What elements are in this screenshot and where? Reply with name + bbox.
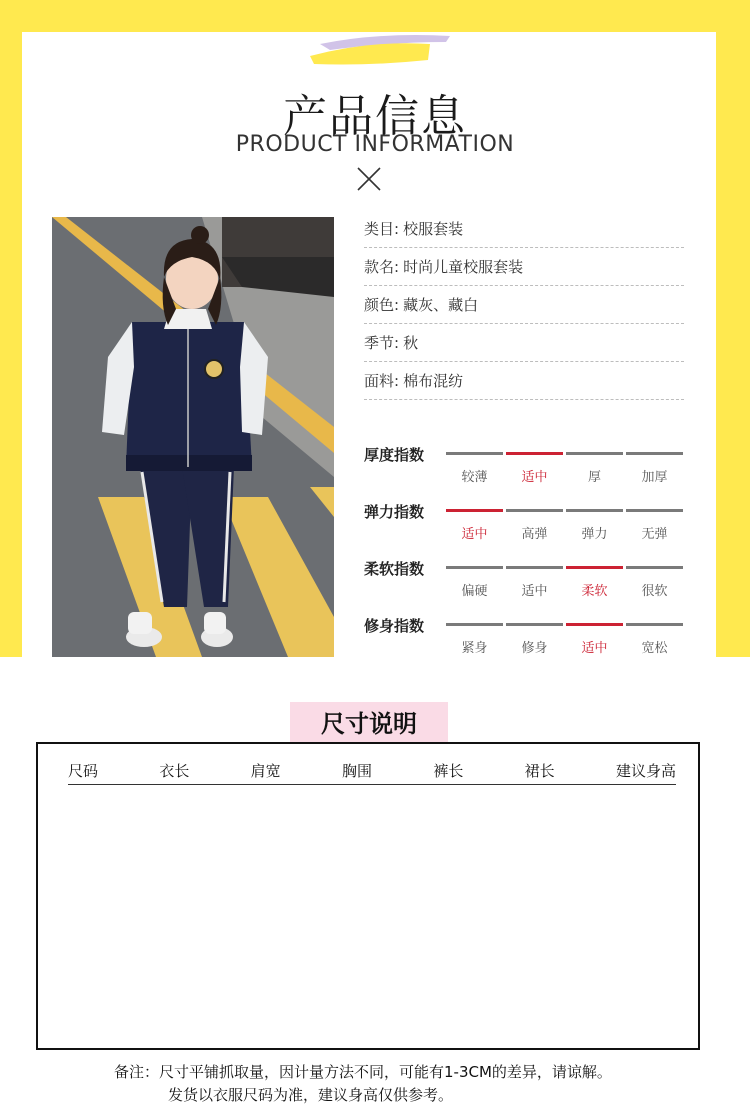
attribute-key: 类目: — [364, 220, 400, 238]
index-option: 适中 — [521, 470, 548, 485]
index-segment — [506, 566, 563, 569]
attribute-category — [364, 210, 684, 248]
product-attributes — [364, 210, 684, 400]
note-line-1: 备注：尺寸平铺抓取量，因计量方法不同，可能有1-3CM的差异，请谅解。 — [114, 1063, 612, 1081]
index-option: 无弹 — [641, 527, 668, 542]
index-segment — [626, 452, 683, 455]
attribute-style-name — [364, 248, 684, 286]
page-subtitle: PRODUCT INFORMATION — [235, 132, 515, 157]
index-option: 柔软 — [581, 584, 608, 599]
index-label: 厚度指数 — [364, 446, 425, 464]
size-chart-table — [36, 742, 700, 1050]
attribute-value: 时尚儿童校服套装 — [403, 258, 524, 276]
column-header: 胸围 — [341, 762, 372, 780]
column-header: 尺码 — [68, 762, 99, 780]
header-divider — [68, 784, 676, 785]
attribute-fabric — [364, 362, 684, 400]
index-option: 弹力 — [581, 527, 608, 542]
index-segment — [446, 623, 503, 626]
index-segment — [566, 566, 623, 569]
attribute-key: 款名: — [364, 258, 400, 276]
attribute-key: 面料: — [364, 372, 400, 390]
size-chart-title: 尺寸说明 — [321, 710, 417, 738]
attribute-season — [364, 324, 684, 362]
index-label: 弹力指数 — [364, 503, 425, 521]
attribute-value: 藏灰、藏白 — [403, 296, 479, 314]
index-option: 加厚 — [641, 470, 668, 485]
index-segment — [506, 623, 563, 626]
column-header: 肩宽 — [250, 762, 281, 780]
index-segment — [566, 509, 623, 512]
attribute-value: 秋 — [403, 334, 419, 352]
index-segment — [446, 452, 503, 455]
index-option: 偏硬 — [461, 584, 488, 599]
index-option: 适中 — [581, 641, 608, 656]
index-option: 适中 — [521, 584, 548, 599]
cross-icon — [356, 166, 382, 192]
attribute-value: 校服套装 — [403, 220, 464, 238]
index-segment — [626, 623, 683, 626]
index-segment — [566, 452, 623, 455]
index-segment — [626, 566, 683, 569]
attribute-value: 棉布混纺 — [403, 372, 464, 390]
index-option: 宽松 — [641, 641, 668, 656]
index-segment — [626, 509, 683, 512]
index-option: 高弹 — [521, 527, 548, 542]
attribute-key: 颜色: — [364, 296, 400, 314]
index-option: 适中 — [461, 527, 488, 542]
index-option: 很软 — [641, 584, 668, 599]
index-option: 厚 — [587, 470, 601, 485]
index-label: 柔软指数 — [364, 560, 425, 578]
model-photo — [52, 217, 334, 657]
column-header: 衣长 — [159, 762, 190, 780]
index-segment — [446, 509, 503, 512]
column-header: 建议身高 — [615, 762, 676, 780]
column-header: 裤长 — [433, 762, 464, 780]
index-segment — [566, 623, 623, 626]
column-header: 裙长 — [524, 762, 555, 780]
attribute-color — [364, 286, 684, 324]
index-option: 较薄 — [461, 470, 488, 485]
attribute-key: 季节: — [364, 334, 400, 352]
index-option: 修身 — [521, 641, 548, 656]
index-option: 紧身 — [461, 641, 488, 656]
index-label: 修身指数 — [364, 617, 425, 635]
page-title: 产品信息 — [283, 91, 467, 142]
note-line-2: 发货以衣服尺码为准，建议身高仅供参考。 — [168, 1086, 454, 1104]
index-segment — [506, 452, 563, 455]
brush-stroke-decoration — [300, 30, 460, 70]
size-chart-header — [68, 760, 676, 781]
index-segment — [506, 509, 563, 512]
index-segment — [446, 566, 503, 569]
